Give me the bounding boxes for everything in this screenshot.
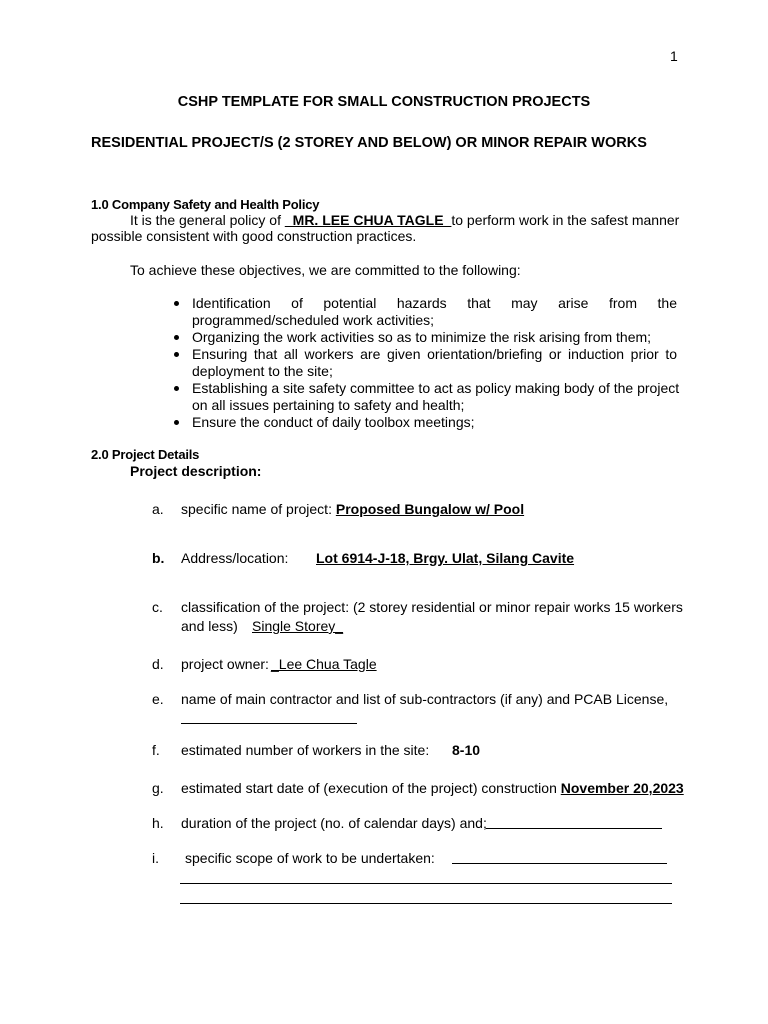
section1-heading: 1.0 Company Safety and Health Policy (91, 197, 320, 212)
workers-value: 8-10 (452, 742, 481, 758)
scope-blank (452, 850, 667, 864)
bullet-text: Establishing a site safety committee to act as policy making body of the project (192, 380, 680, 396)
scope-blank-line (180, 870, 672, 884)
bullet-text: deployment to the site; (192, 363, 333, 379)
bullet-text: Ensure the conduct of daily toolbox meetings; (192, 414, 475, 430)
bullet-text: Organizing the work activities so as to minimize the risk arising from them; (192, 329, 652, 345)
company-name: _MR. LEE CHUA TAGLE_ (284, 212, 452, 228)
project-owner-value: _Lee Chua Tagle (271, 656, 377, 672)
item-letter: b. (152, 550, 165, 566)
page-number: 1 (670, 48, 678, 64)
address-value: Lot 6914-J-18, Brgy. Ulat, Silang Cavite (316, 550, 575, 566)
item-letter: c. (152, 599, 163, 615)
item-letter: g. (152, 780, 164, 796)
item-letter: h. (152, 815, 164, 831)
item-letter: a. (152, 501, 164, 517)
section2-heading: 2.0 Project Details (91, 447, 200, 462)
bullet-text: programmed/scheduled work activities; (192, 312, 434, 328)
start-date-label: estimated start date of (execution of the project) construction (181, 780, 561, 796)
item-letter: d. (152, 656, 164, 672)
project-name-label: specific name of project: (181, 501, 336, 517)
classification-label: classification of the project: (2 storey residential or minor repair works 15 workers (181, 599, 683, 615)
bullet-item (192, 380, 679, 414)
document-title: CSHP TEMPLATE FOR SMALL CONSTRUCTION PROJECTS (177, 94, 591, 110)
classification-label-cont: and less) (181, 618, 238, 634)
scope-blank-line (180, 890, 672, 904)
classification-value: Single Storey_ (252, 618, 344, 634)
duration-label: duration of the project (no. of calendar days) and; (181, 815, 487, 831)
start-date-row (181, 780, 684, 797)
bullet-item (192, 346, 677, 380)
contractor-blank (181, 710, 357, 724)
policy-suffix: to perform work in the safest manner (451, 212, 680, 228)
document-subtitle: RESIDENTIAL PROJECT/S (2 STOREY AND BELOW) OR MINOR REPAIR WORKS (91, 135, 647, 151)
policy-prefix: It is the general policy of (130, 212, 285, 228)
bullet-item (192, 329, 651, 346)
item-letter: i. (152, 850, 159, 866)
scope-label: specific scope of work to be undertaken: (185, 850, 435, 866)
contractor-label: name of main contractor and list of sub-contractors (if any) and PCAB License, (181, 691, 669, 707)
address-label: Address/location: (181, 550, 289, 566)
project-name-row (181, 501, 524, 518)
item-letter: f. (152, 742, 160, 758)
duration-blank (486, 815, 662, 829)
project-description-heading: Project description: (130, 463, 262, 479)
policy-line-2: possible consistent with good construction practices. (91, 228, 417, 244)
bullet-item (192, 295, 677, 329)
start-date-value: November 20,2023 (560, 780, 684, 796)
bullet-item (192, 414, 475, 431)
workers-label: estimated number of workers in the site: (181, 742, 430, 758)
project-name-value: Proposed Bungalow w/ Pool (335, 501, 525, 517)
bullet-text: Identification of potential hazards that may arise from the (192, 295, 677, 311)
commitment-intro: To achieve these objectives, we are committed to the following: (130, 262, 521, 278)
bullet-text: on all issues pertaining to safety and health; (192, 397, 465, 413)
policy-line-1 (130, 212, 679, 229)
project-owner-label: project owner: (181, 656, 269, 672)
bullet-text: Ensuring that all workers are given orientation/briefing or induction prior to (192, 346, 677, 362)
item-letter: e. (152, 691, 164, 707)
